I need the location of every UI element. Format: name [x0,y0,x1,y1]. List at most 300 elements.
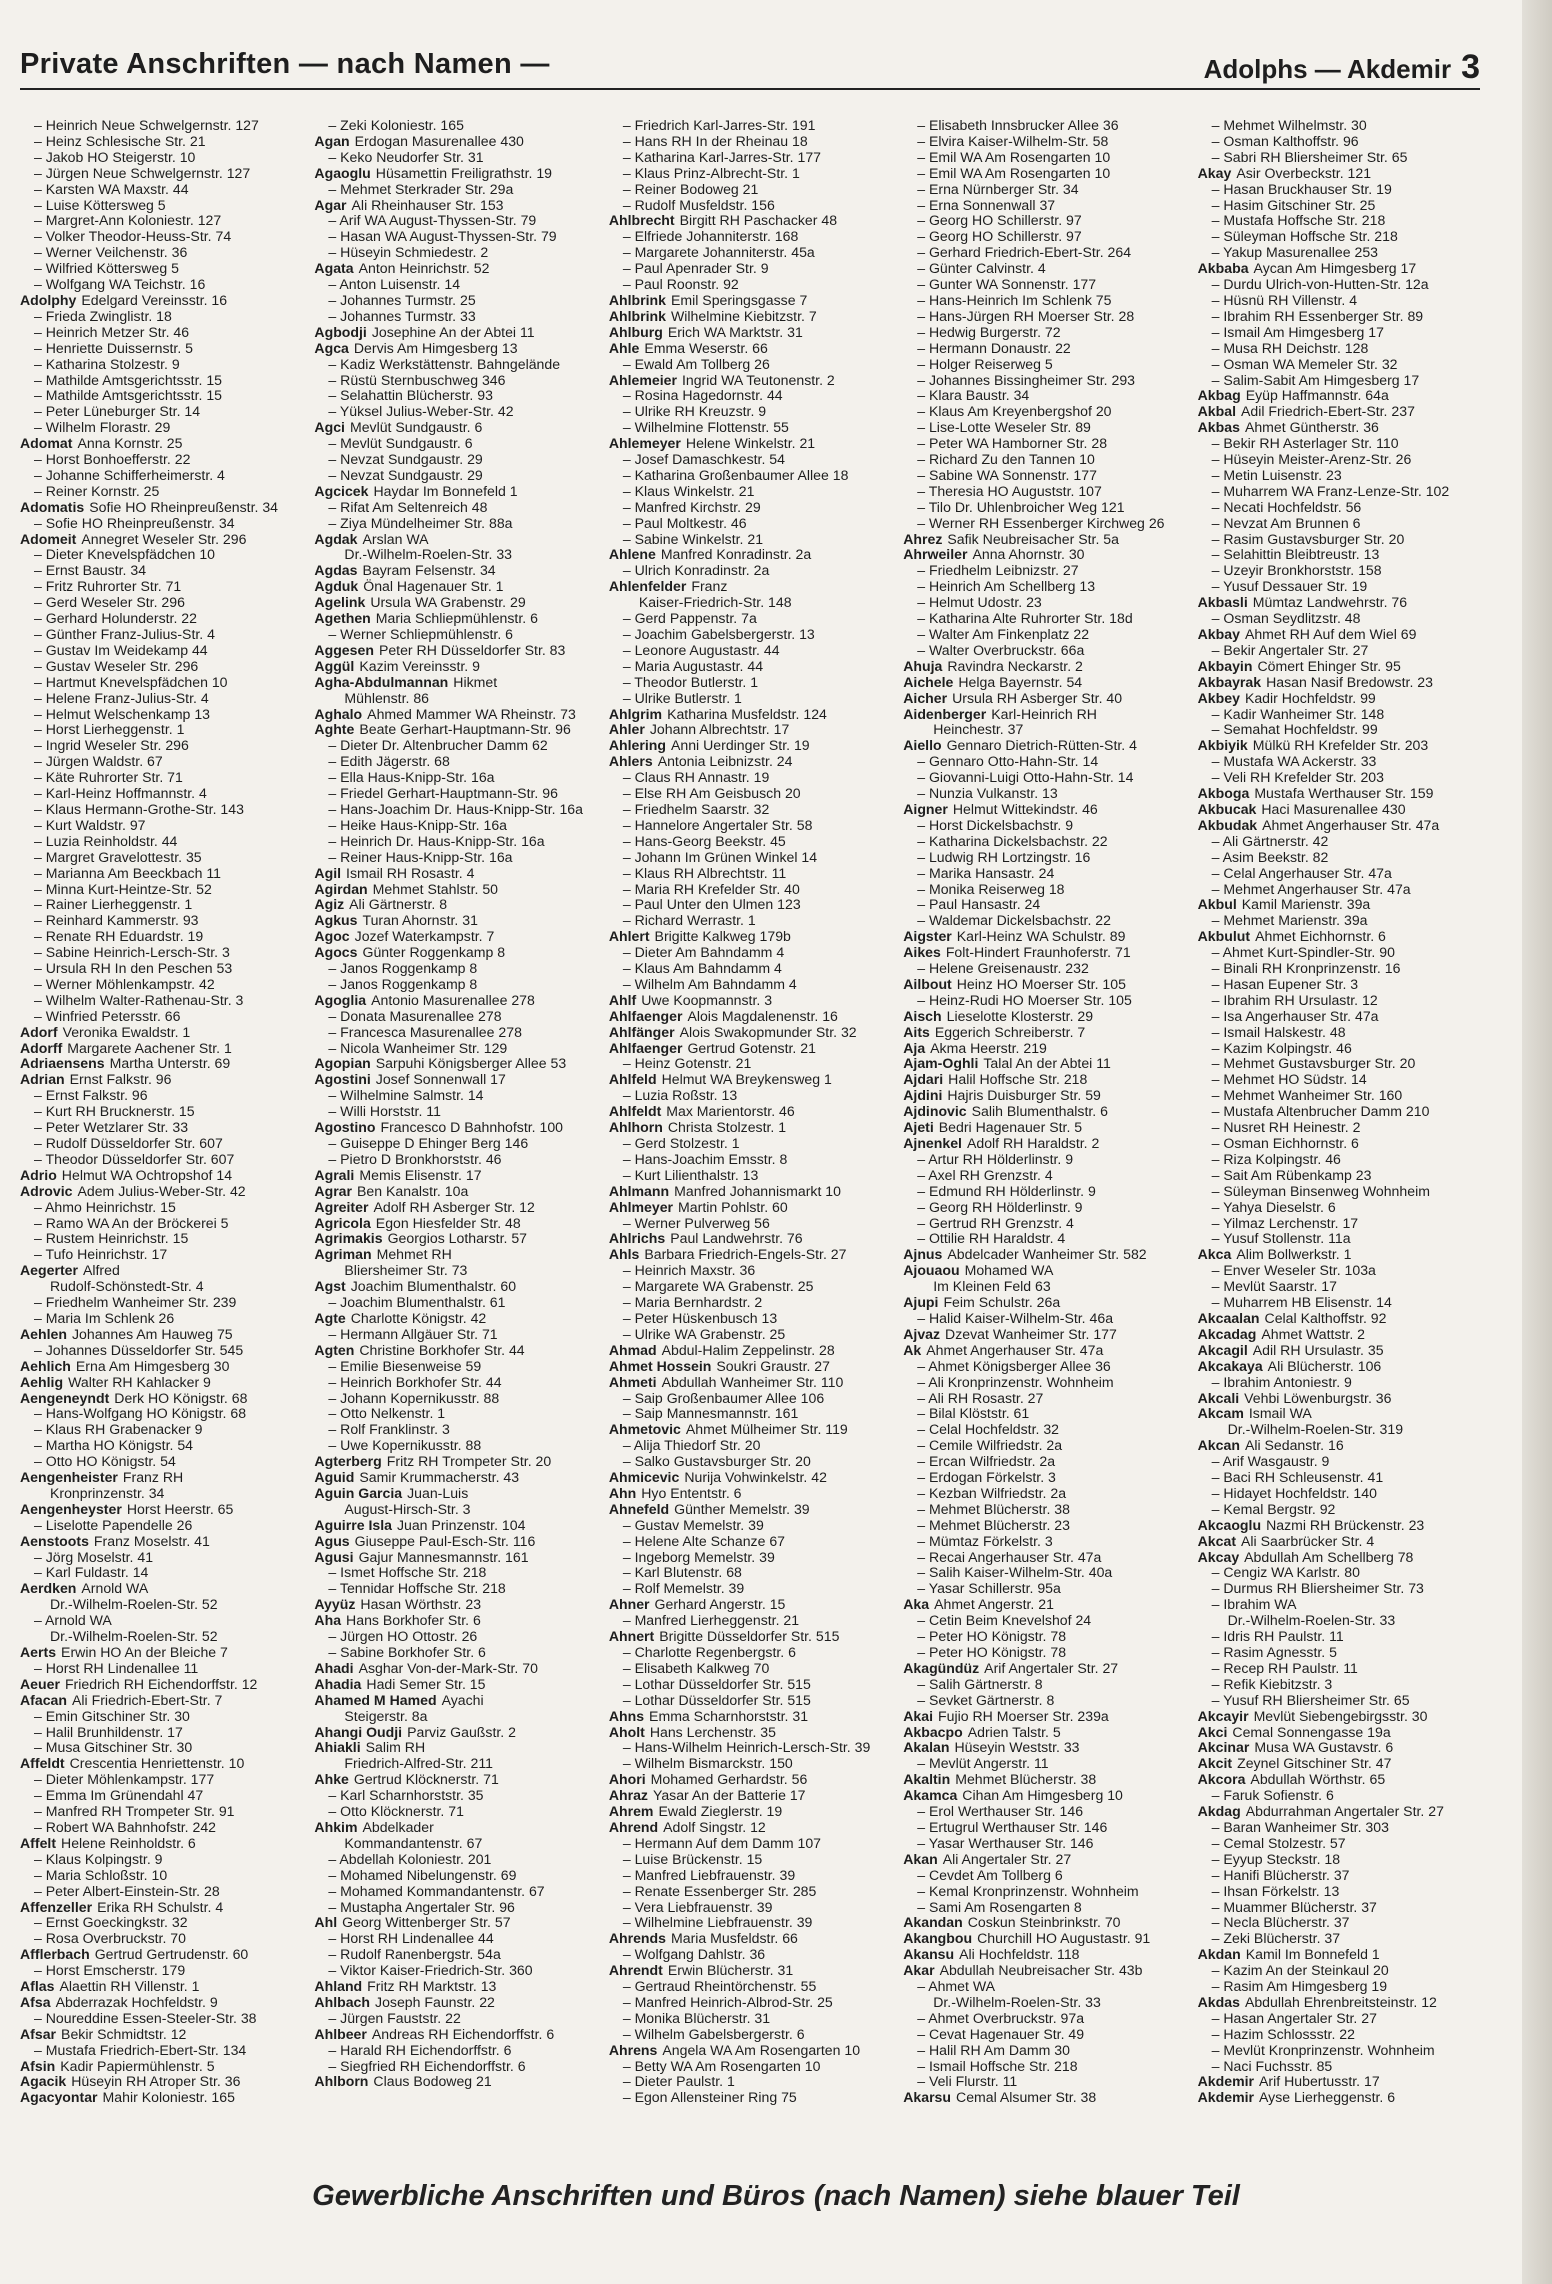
surname: Aflas [20,1979,55,1995]
entry-details: Vehbi Löwenburgstr. 36 [1244,1390,1392,1406]
sub-entry: – Bekir RH Asterlager Str. 110 [1211,436,1399,452]
surname: Aholt [608,1724,645,1740]
entry-details: Georgios Lotharstr. 57 [387,1231,528,1247]
entry-details: Parviz Gaußstr. 2 [407,1724,516,1740]
entry-details: Ayachi [441,1692,484,1708]
entry-details: Abderrazak Hochfeldstr. 9 [55,1994,218,2010]
entry-details: Bedri Hagenauer Str. 5 [938,1120,1083,1136]
surname: Aeuer [20,1676,60,1692]
entry-details: Johann Albrechtstr. 17 [649,722,790,738]
surname: Adrian [20,1072,65,1088]
surname-entry [314,1168,596,1184]
surname-entry [1198,659,1480,675]
sub-entry: – Rüstü Sternbuschweg 346 [328,372,506,388]
sub-entry: – Hasan Angertaler Str. 27 [1211,2010,1377,2026]
surname: Ajnus [903,1247,943,1263]
sub-entry: – Georg HO Schillerstr. 97 [917,213,1082,229]
surname-entry [609,929,891,945]
sub-entry: – Peter Albert-Einstein-Str. 28 [34,1883,220,1899]
sub-entry: – Mevlüt Kronprinzenstr. Wohnheim [1211,2042,1435,2058]
sub-entry: – Gustav Im Weidekamp 44 [34,642,208,658]
sub-entry: – Walter Overbruckstr. 66a [917,642,1085,658]
surname-entry [609,993,891,1009]
sub-entry: – Ahmet Kurt-Spindler-Str. 90 [1211,945,1395,961]
entry-details: Ismail RH Rosastr. 4 [346,865,475,881]
surname: Akbiyik [1197,738,1248,754]
sub-entry: – Cengiz WA Karlstr. 80 [1211,1565,1360,1581]
surname: Agacik [20,2074,67,2090]
entry-details: Zeynel Gitschiner Str. 47 [1237,1756,1392,1772]
sub-entry: – Karl Fuldastr. 14 [34,1565,149,1581]
surname: Agreiter [314,1199,369,1215]
entry-details: Abdul-Halim Zeppelinstr. 28 [661,1342,835,1358]
surname: Agterberg [314,1454,382,1470]
surname-entry [314,1995,596,2011]
surname-entry [314,2027,596,2043]
sub-entry: – Nevzat Am Brunnen 6 [1211,515,1361,531]
surname: Aenstoots [20,1533,89,1549]
sub-entry: – Mehmet Gustavsburger Str. 20 [1211,1056,1416,1072]
sub-entry: – Werner Möhlenkampstr. 42 [34,976,215,992]
surname: Aisch [903,1008,942,1024]
surname-entry [609,1231,891,1247]
sub-entry: – Josef Damaschkestr. 54 [622,452,785,468]
sub-entry: – Johann Im Grünen Winkel 14 [622,849,818,865]
sub-entry: – Salih Kaiser-Wilhelm-Str. 40a [917,1565,1113,1581]
entry-details: Alois Swakopmunder Str. 32 [679,1024,857,1040]
sub-entry: – Dieter Paulstr. 1 [622,2074,735,2090]
entry-details: Kamil Marienstr. 39a [1241,897,1371,913]
sub-entry: – Jürgen Neue Schwelgernstr. 127 [34,165,251,181]
entry-details: Arif Hubertusstr. 17 [1259,2074,1380,2090]
entry-details: Hajris Duisburger Str. 59 [947,1088,1101,1104]
entry-details: Abdullah Wörthstr. 65 [1250,1772,1386,1788]
sub-entry: – Katharina Stolzestr. 9 [34,356,180,372]
entry-continuation: Dr.-Wilhelm-Roelen-Str. 52 [50,1597,218,1613]
surname: Agoglia [314,992,367,1008]
entry-details: Erich WA Marktstr. 31 [667,324,803,340]
surname: Ahuja [903,658,943,674]
surname-entry [609,293,891,309]
page-header [20,44,1480,90]
sub-entry: – Elisabeth Innsbrucker Allee 36 [917,118,1119,133]
entry-details: Franz Moselstr. 41 [93,1533,210,1549]
surname-entry [1198,420,1480,436]
surname-entry [314,882,596,898]
surname: Ahlfeldt [608,1104,662,1120]
sub-entry: – Otto HO Königstr. 54 [34,1454,176,1470]
sub-entry: – Cemile Wilfriedstr. 2a [917,1438,1063,1454]
sub-entry: – Joachim Blumenthalstr. 61 [328,1295,506,1311]
sub-entry: – Ziya Mündelheimer Str. 88a [328,515,513,531]
surname: Afsar [20,2026,57,2042]
entry-details: Samir Krummacherstr. 43 [359,1470,520,1486]
sub-entry: – Sofie HO Rheinpreußenstr. 34 [34,515,235,531]
surname-entry [609,1247,891,1263]
sub-entry: – Sabine Winkelstr. 21 [622,531,764,547]
surname-entry [20,1359,302,1375]
surname: Agriman [314,1247,372,1263]
surname-entry [903,1136,1185,1152]
sub-entry: – Yilmaz Lerchenstr. 17 [1211,1215,1359,1231]
entry-continuation: Steigerstr. 8a [344,1708,428,1724]
sub-entry: – Helene Greisenaustr. 232 [917,961,1089,977]
surname: Ajdini [903,1088,943,1104]
sub-entry: – Friedhelm Saarstr. 32 [622,801,770,817]
surname: Ailbout [903,976,952,992]
sub-entry: – Faruk Sofienstr. 6 [1211,1788,1334,1804]
surname: Agduk [314,579,359,595]
sub-entry: – Johannes Turmstr. 25 [328,292,476,308]
entry-details: Turan Ahornstr. 31 [362,913,478,929]
sub-entry: – Zeki Koloniestr. 165 [328,118,464,133]
sub-entry: – Sait Am Rübenkamp 23 [1211,1167,1372,1183]
surname: Ahlborn [314,2074,369,2090]
surname: Ahlfänger [608,1024,675,1040]
surname: Adrio [20,1167,57,1183]
sub-entry: – Rasim Am Himgesberg 19 [1211,1979,1388,1995]
surname-entry [1198,1550,1480,1566]
sub-entry: – Katharina Großenbaumer Allee 18 [622,467,849,483]
sub-entry: – Noureddine Essen-Steeler-Str. 38 [34,2010,257,2026]
surname: Ahlemeier [608,372,677,388]
surname-entry [903,532,1185,548]
surname: Ajdinovic [903,1104,967,1120]
sub-entry: – Wilhelm Gabelsbergerstr. 6 [622,2026,805,2042]
surname: Akbul [1197,897,1237,913]
surname-entry [1198,1406,1480,1422]
surname-entry [903,1088,1185,1104]
sub-entry: – Celal Angerhauser Str. 47a [1211,865,1392,881]
surname: Adriaensens [20,1056,105,1072]
surname: Afacan [20,1692,67,1708]
entry-details: Ewald Zieglerstr. 19 [658,1804,783,1820]
page-title: Private Anschriften — nach Namen — [20,48,550,80]
entry-details: Abdurrahman Angertaler Str. 27 [1245,1804,1444,1820]
sub-entry: – Isa Angerhauser Str. 47a [1211,1008,1379,1024]
surname: Adorf [20,1024,58,1040]
sub-entry: – Recep RH Paulstr. 11 [1211,1660,1358,1676]
surname-entry [1198,1438,1480,1454]
surname-entry [314,595,596,611]
surname-entry [314,993,596,1009]
sub-entry: – Horst Bonhoefferstr. 22 [34,452,191,468]
surname: Agopian [314,1056,371,1072]
entry-details: Ahmet Angerhauser Str. 47a [1262,817,1440,833]
surname: Ahlert [608,929,650,945]
sub-entry: – Luise Brückenstr. 15 [622,1851,763,1867]
entry-continuation: Im Kleinen Feld 63 [933,1279,1051,1295]
entry-details: Safik Neubreisacher Str. 5a [947,531,1119,547]
surname: Ahlhorn [608,1120,663,1136]
surname-entry [903,929,1185,945]
surname: Akbag [1197,388,1241,404]
entry-details: Bayram Felsenstr. 34 [362,563,496,579]
entry-details: Halil Hoffsche Str. 218 [948,1072,1088,1088]
entry-details: Christa Stolzestr. 1 [667,1120,787,1136]
entry-details: Önal Hagenauer Str. 1 [363,579,504,595]
sub-entry: – Kemal Bergstr. 92 [1211,1501,1336,1517]
surname-entry [609,1422,891,1438]
sub-entry: – Georg RH Hölderlinstr. 9 [917,1199,1083,1215]
surname: Affeldt [20,1756,65,1772]
sub-entry: – Mustafa Altenbrucher Damm 210 [1211,1104,1430,1120]
entry-details: Ahmet Güntherstr. 36 [1244,420,1379,436]
surname-entry [20,2059,302,2075]
surname: Agha-Abdulmannan [314,674,449,690]
surname: Aiello [903,738,942,754]
entry-details: Barbara Friedrich-Engels-Str. 27 [644,1247,847,1263]
sub-entry: – Minna Kurt-Heintze-Str. 52 [34,881,212,897]
sub-entry: – Heinz-Rudi HO Moerser Str. 105 [917,992,1132,1008]
surname: Ahamed M Hamed [314,1692,437,1708]
surname-entry [20,1995,302,2011]
surname: Akandan [903,1915,963,1931]
surname: Ahrens [608,2042,658,2058]
sub-entry: – Hans-Joachim Emsstr. 8 [622,1151,788,1167]
surname: Akbey [1197,690,1240,706]
sub-entry: – Ismail Am Himgesberg 17 [1211,324,1384,340]
sub-entry: – Ernst Goeckingkstr. 32 [34,1915,188,1931]
sub-entry: – Paul Hansastr. 24 [917,897,1041,913]
surname-entry [314,1740,596,1756]
sub-entry: – Ihsan Förkelstr. 13 [1211,1883,1340,1899]
surname-entry [609,1709,891,1725]
surname: Adomatis [20,499,85,515]
surname: Agca [314,340,349,356]
sub-entry: – Salko Gustavsburger Str. 20 [622,1454,811,1470]
surname: Akbayin [1197,658,1253,674]
entry-details: Soukri Graustr. 27 [716,1358,830,1374]
sub-entry: – Luzia Roßstr. 13 [622,1088,738,1104]
surname: Aehlig [20,1374,64,1390]
sub-entry: – Helmut Welschenkamp 13 [34,706,210,722]
surname: Akan [903,1851,938,1867]
sub-entry: – Rasim Gustavsburger Str. 20 [1211,531,1405,547]
sub-entry: – Arnold WA [34,1613,112,1629]
entry-continuation: Rudolf-Schönstedt-Str. 4 [50,1279,204,1295]
sub-entry: – Margret Gravelottestr. 35 [34,849,202,865]
entry-details: Francesco D Bahnhofstr. 100 [380,1120,564,1136]
surname: Akci [1197,1724,1228,1740]
surname: Akay [1197,165,1232,181]
surname: Akcaalan [1197,1310,1260,1326]
sub-entry: – Hüsnü RH Villenstr. 4 [1211,292,1358,308]
surname-entry [1198,1709,1480,1725]
surname: Ahrem [608,1804,654,1820]
sub-entry: – Mohamed Nibelungenstr. 69 [328,1867,517,1883]
sub-entry: – Leonore Augustastr. 44 [622,642,780,658]
sub-entry: – Betty WA Am Rosengarten 10 [622,2058,821,2074]
surname-entry [314,643,596,659]
sub-entry: – Heinz Schlesische Str. 21 [34,133,206,149]
entry-details: Alaettin RH Villenstr. 1 [59,1979,200,1995]
sub-entry: – Rosa Overbruckstr. 70 [34,1931,186,1947]
sub-entry: – Ahmet Königsberger Allee 36 [917,1358,1111,1374]
surname-entry [20,1947,302,1963]
sub-entry: – Rasim Agnesstr. 5 [1211,1645,1337,1660]
sub-entry: – Uzeyir Bronkhorststr. 158 [1211,563,1382,579]
entry-details: Arnold WA [81,1581,149,1597]
sub-entry: – Klara Baustr. 34 [917,388,1030,404]
surname: Ahadia [314,1676,362,1692]
sub-entry: – Lise-Lotte Weseler Str. 89 [917,420,1091,436]
sub-entry: – Viktor Kaiser-Friedrich-Str. 360 [328,1963,533,1979]
sub-entry: – Alija Thiedorf Str. 20 [622,1438,761,1454]
surname: Aerts [20,1645,57,1660]
sub-entry: – Monika Reiserweg 18 [917,881,1065,897]
sub-entry: – Yusuf Stollenstr. 11a [1211,1231,1351,1247]
entry-details: Celal Kalthoffstr. 92 [1264,1310,1387,1326]
sub-entry: – Heinrich Maxstr. 36 [622,1263,756,1279]
sub-entry: – Francesca Masurenallee 278 [328,1024,522,1040]
surname-entry [609,754,891,770]
surname: Akbay [1197,627,1240,642]
surname-entry [1198,1534,1480,1550]
surname: Aghalo [314,706,363,722]
entry-details: Paul Landwehrstr. 76 [670,1231,803,1247]
sub-entry: – Luise Köttersweg 5 [34,197,166,213]
sub-entry: – Ernst Baustr. 34 [34,563,147,579]
sub-entry: – Bekir Angertaler Str. 27 [1211,642,1369,658]
sub-entry: – Klaus Kolpingstr. 9 [34,1851,163,1867]
entry-details: Kadir Papiermühlenstr. 5 [60,2058,215,2074]
sub-entry: – Johann Kopernikusstr. 88 [328,1390,500,1406]
surname: Adorff [20,1040,63,1056]
entry-details: Ali Friedrich-Ebert-Str. 7 [72,1692,223,1708]
entry-details: Ahmet Angerhauser Str. 47a [926,1342,1104,1358]
entry-details: Ali Saarbrücker Str. 4 [1241,1533,1375,1549]
sub-entry: – Charlotte Regenbergstr. 6 [622,1645,796,1660]
surname-entry [903,977,1185,993]
surname: Afflerbach [20,1947,90,1963]
sub-entry: – Vera Liebfrauenstr. 39 [622,1899,773,1915]
surname: Ahmetovic [608,1422,681,1438]
surname-entry [314,1820,596,1836]
entry-details: Abdelkader [362,1819,434,1835]
surname-entry [1198,1247,1480,1263]
entry-details: Adil Friedrich-Ebert-Str. 237 [1241,404,1415,420]
surname-entry [314,1454,596,1470]
surname-entry [314,1534,596,1550]
sub-entry: – Kadiz Werkstättenstr. Bahngelände [328,356,561,372]
surname: Ahner [608,1597,650,1613]
sub-entry: – Refik Kiebitzstr. 3 [1211,1676,1333,1692]
sub-entry: – Liselotte Papendelle 26 [34,1517,193,1533]
surname-entry [314,1311,596,1327]
surname: Agrali [314,1167,355,1183]
surname: Ahori [608,1772,646,1788]
surname: Ahlene [608,547,656,563]
surname: Ahlering [608,738,666,754]
surname-entry [903,1788,1185,1804]
sub-entry: – Theodor Butlerstr. 1 [622,674,759,690]
surname: Aja [903,1040,926,1056]
surname: Ahnert [608,1629,655,1645]
surname-entry [20,1836,302,1852]
surname-entry [20,1900,302,1916]
sub-entry: – Mevlüt Angerstr. 11 [917,1756,1049,1772]
entry-details: Manfred Konradinstr. 2a [660,547,812,563]
sub-entry: – Theresia HO Auguststr. 107 [917,483,1102,499]
surname: Aguirre Isla [314,1517,392,1533]
entry-details: Ursula WA Grabenstr. 29 [370,595,526,611]
sub-entry: – Hans-Heinrich Im Schlenk 75 [917,292,1112,308]
entry-details: Salim RH [365,1740,426,1756]
entry-details: Maria Schliepmühlenstr. 6 [375,611,538,627]
entry-details: Ahmet Mülheimer Str. 119 [685,1422,848,1438]
sub-entry: – Mustafa WA Ackerstr. 33 [1211,754,1377,770]
entry-details: Abdelcader Wanheimer Str. 582 [947,1247,1147,1263]
sub-entry: – Hermann Allgäuer Str. 71 [328,1326,498,1342]
entry-details: Erwin Blücherstr. 31 [667,1963,794,1979]
entry-details: Antonio Masurenallee 278 [371,992,535,1008]
surname-entry [609,309,891,325]
entry-details: Ayse Lierheggenstr. 6 [1259,2090,1396,2106]
sub-entry: – Henriette Duissernstr. 5 [34,340,194,356]
surname-entry [314,675,596,691]
entry-details: Charlotte Königstr. 42 [350,1310,487,1326]
surname-entry [609,1629,891,1645]
sub-entry: – Ali RH Rosastr. 27 [917,1390,1044,1406]
sub-entry: – Ali Gärtnerstr. 42 [1211,833,1329,849]
sub-entry: – Holger Reiserweg 5 [917,356,1053,372]
sub-entry: – Günter Calvinstr. 4 [917,261,1046,277]
sub-entry: – Kurt Lilienthalstr. 13 [622,1167,759,1183]
sub-entry: – Werner Veilchenstr. 36 [34,245,188,261]
surname: Akcit [1197,1756,1233,1772]
sub-entry: – Gertrud RH Grenzstr. 4 [917,1215,1074,1231]
surname-entry [609,1025,891,1041]
surname: Aghte [314,722,355,738]
sub-entry: – Riza Kolpingstr. 46 [1211,1151,1341,1167]
entry-details: Margarete Aachener Str. 1 [67,1040,232,1056]
surname-entry [1198,1772,1480,1788]
sub-entry: – Yakup Masurenallee 253 [1211,245,1378,261]
surname-entry [609,1375,891,1391]
surname-entry [314,325,596,341]
entry-details: Gajur Mannesmannstr. 161 [358,1549,529,1565]
entry-details: Talal An der Abtei 11 [983,1056,1111,1072]
sub-entry: – Rainer Lierheggenstr. 1 [34,897,193,913]
surname-entry [903,1725,1185,1741]
surname: Aggesen [314,642,374,658]
surname: Akdag [1197,1804,1241,1820]
entry-details: Hasan Wörthstr. 23 [360,1597,482,1613]
surname: Akansu [903,1947,955,1963]
entry-details: Anni Uerdinger Str. 19 [670,738,810,754]
surname-entry [20,436,302,452]
surname-entry [314,261,596,277]
surname-entry [903,675,1185,691]
sub-entry: – Mevlüt Sundgaustr. 6 [328,436,473,452]
entry-details: Katharina Musfeldstr. 124 [667,706,827,722]
sub-entry: – Mehmet Wanheimer Str. 160 [1211,1088,1403,1104]
sub-entry: – Walter Am Finkenplatz 22 [917,627,1090,642]
sub-entry: – Erdogan Förkelstr. 3 [917,1470,1056,1486]
sub-entry: – Kurt RH Brucknerstr. 15 [34,1104,195,1120]
surname: Akcayir [1197,1708,1249,1724]
sub-entry: – Yusuf RH Bliersheimer Str. 65 [1211,1692,1410,1708]
surname-entry [314,1661,596,1677]
surname-entry [314,1072,596,1088]
surname-entry [903,691,1185,707]
surname: Afsa [20,1994,51,2010]
entry-details: Abdullah Am Schellberg 78 [1244,1549,1414,1565]
entry-details: Heinz HO Moerser Str. 105 [956,976,1126,992]
sub-entry: – Gustav Memelstr. 39 [622,1517,764,1533]
sub-entry: – Marianna Am Beeckbach 11 [34,865,221,881]
